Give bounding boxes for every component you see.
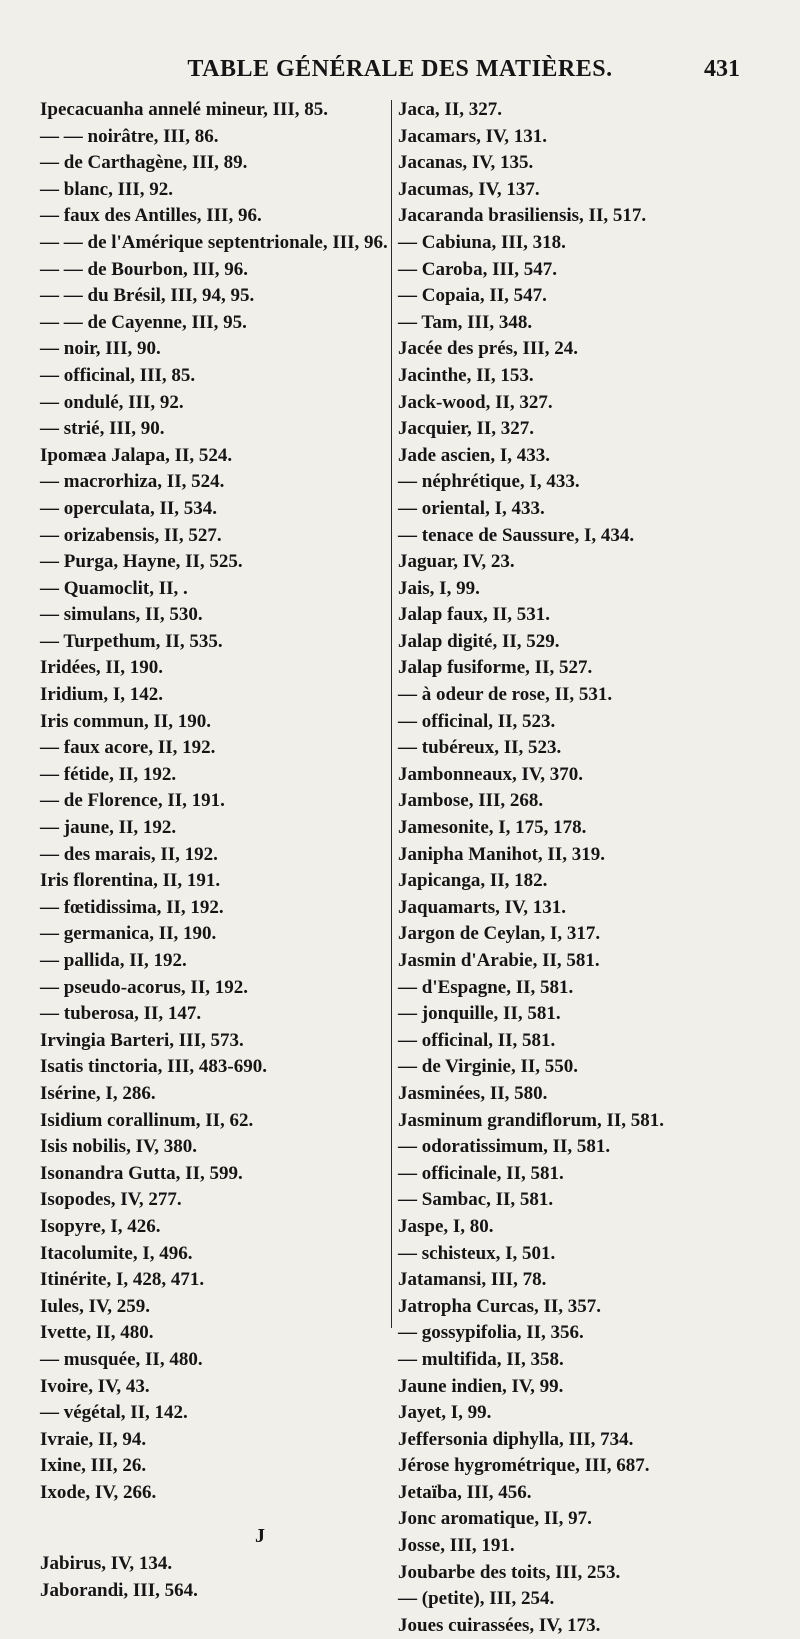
index-entry: Jeffersonia diphylla, III, 734. [398, 1428, 634, 1450]
index-entry: Jaborandi, III, 564. [40, 1580, 198, 1602]
index-entry: — Turpethum, II, 535. [40, 630, 223, 652]
index-entry: Jamesonite, I, 175, 178. [398, 817, 587, 839]
index-entry: Jais, I, 99. [398, 577, 480, 599]
index-entry: — — de Cayenne, III, 95. [40, 311, 247, 333]
index-entry: — multifida, II, 358. [398, 1348, 564, 1370]
index-entry: — gossypifolia, II, 356. [398, 1322, 584, 1344]
index-entry: — végétal, II, 142. [40, 1402, 188, 1424]
index-entry: — officinal, III, 85. [40, 364, 196, 386]
page-number: 431 [704, 56, 740, 82]
index-entry: — germanica, II, 190. [40, 923, 217, 945]
index-entry: — — de Bourbon, III, 96. [40, 258, 248, 280]
index-entry: Jasminées, II, 580. [398, 1082, 548, 1104]
index-entry: — orizabensis, II, 527. [40, 524, 222, 546]
index-entry: — — noirâtre, III, 86. [40, 125, 219, 147]
index-entry: Iridées, II, 190. [40, 657, 163, 679]
index-entry: Jasminum grandiflorum, II, 581. [398, 1109, 665, 1131]
index-entry: — de Carthagène, III, 89. [40, 152, 248, 174]
index-entry: — d'Espagne, II, 581. [398, 976, 574, 998]
index-entry: Ivoire, IV, 43. [40, 1375, 150, 1397]
index-entry: — macrorhiza, II, 524. [40, 471, 225, 493]
index-entry: — ondulé, III, 92. [40, 391, 184, 413]
index-entry: Iris florentina, II, 191. [40, 870, 221, 892]
column-divider [391, 100, 392, 1328]
index-entry: Ipomæa Jalapa, II, 524. [40, 444, 233, 466]
index-entry: Jaguar, IV, 23. [398, 551, 515, 573]
index-entry: — musquée, II, 480. [40, 1348, 203, 1370]
index-entry: Jatropha Curcas, II, 357. [398, 1295, 602, 1317]
index-entry: Jabirus, IV, 134. [40, 1553, 173, 1575]
index-entry: Jatamansi, III, 78. [398, 1269, 547, 1291]
index-entry: Jérose hygrométrique, III, 687. [398, 1455, 650, 1477]
index-entry: — des marais, II, 192. [40, 843, 218, 865]
index-entry: — (petite), III, 254. [398, 1588, 555, 1610]
index-column-right [398, 97, 738, 1639]
index-entry: Jambose, III, 268. [398, 790, 544, 812]
index-entry: — officinal, II, 581. [398, 1029, 556, 1051]
index-entry: Ivraie, II, 94. [40, 1428, 147, 1450]
index-entry: Jasmin d'Arabie, II, 581. [398, 950, 600, 971]
index-entry: Isopyre, I, 426. [40, 1215, 161, 1237]
index-entry: Isérine, I, 286. [40, 1082, 156, 1104]
index-entry: Jacamars, IV, 131. [398, 125, 548, 147]
index-entry: — — du Brésil, III, 94, 95. [40, 285, 255, 307]
index-entry: Joues cuirassées, IV, 173. [398, 1614, 601, 1636]
index-entry: Jaca, II, 327. [398, 99, 502, 120]
index-entry: — faux acore, II, 192. [40, 737, 216, 759]
index-entry: Jade ascien, I, 433. [398, 444, 550, 466]
section-letter: J [255, 1525, 265, 1548]
index-entry: Jaspe, I, 80. [398, 1215, 494, 1237]
index-entry: — simulans, II, 530. [40, 604, 203, 626]
index-entry: Ixine, III, 26. [40, 1455, 147, 1477]
index-entry: — pseudo-acorus, II, 192. [40, 976, 248, 998]
index-entry: Ivette, II, 480. [40, 1322, 154, 1344]
page-header [0, 52, 800, 86]
index-entry: Jacquier, II, 327. [398, 418, 535, 440]
index-entry: — schisteux, I, 501. [398, 1242, 556, 1264]
index-entry: — Sambac, II, 581. [398, 1189, 554, 1211]
index-entry: Jacée des prés, III, 24. [398, 338, 578, 360]
index-entry: — Purga, Hayne, II, 525. [40, 551, 243, 573]
index-entry: Iules, IV, 259. [40, 1295, 150, 1317]
index-entry: — de Florence, II, 191. [40, 790, 225, 812]
index-entry: Ixode, IV, 266. [40, 1481, 157, 1503]
index-entry: — Copaia, II, 547. [398, 285, 547, 307]
index-entry: Isopodes, IV, 277. [40, 1189, 182, 1211]
index-entry: — tubéreux, II, 523. [398, 737, 562, 759]
index-entry: Jonc aromatique, II, 97. [398, 1508, 592, 1530]
index-entry: Itinérite, I, 428, 471. [40, 1269, 205, 1291]
index-entry: Iris commun, II, 190. [40, 710, 212, 732]
index-entry: — strié, III, 90. [40, 418, 165, 440]
index-entry: — Caroba, III, 547. [398, 258, 558, 280]
index-entry: — Cabiuna, III, 318. [398, 231, 566, 253]
index-entry: Jalap digité, II, 529. [398, 630, 560, 652]
index-entry: Jacumas, IV, 137. [398, 178, 540, 200]
index-entry: Irvingia Barteri, III, 573. [40, 1029, 244, 1051]
index-entry: — fétide, II, 192. [40, 763, 177, 785]
index-entry: Jack-wood, II, 327. [398, 391, 553, 413]
index-entry: Josse, III, 191. [398, 1535, 515, 1557]
index-entry: — Quamoclit, II, . [40, 577, 188, 599]
index-entry: Joubarbe des toits, III, 253. [398, 1561, 621, 1583]
index-entry: — operculata, II, 534. [40, 497, 217, 519]
index-entry: — néphrétique, I, 433. [398, 471, 580, 493]
index-entry: — de Virginie, II, 550. [398, 1056, 578, 1078]
index-entry: — à odeur de rose, II, 531. [398, 684, 613, 706]
index-entry: — oriental, I, 433. [398, 497, 545, 519]
index-entry: Isis nobilis, IV, 380. [40, 1136, 197, 1158]
index-entry: — — de l'Amérique septentrionale, III, 96. [40, 231, 388, 253]
index-entry: Iridium, I, 142. [40, 684, 163, 706]
index-entry: — Tam, III, 348. [398, 311, 533, 333]
index-entry: Itacolumite, I, 496. [40, 1242, 193, 1264]
index-column-left [40, 97, 388, 1605]
index-entry: Ipecacuanha annelé mineur, III, 85. [40, 99, 329, 120]
index-entry: — officinal, II, 523. [398, 710, 556, 732]
index-entry: Jetaïba, III, 456. [398, 1481, 532, 1503]
index-entry: Jayet, I, 99. [398, 1402, 492, 1424]
index-entry: — fœtidissima, II, 192. [40, 896, 224, 918]
index-entry: — faux des Antilles, III, 96. [40, 205, 262, 227]
index-entry: — noir, III, 90. [40, 338, 161, 360]
index-entry: — tuberosa, II, 147. [40, 1003, 202, 1025]
index-entry: Jacaranda brasiliensis, II, 517. [398, 205, 647, 227]
index-entry: Jargon de Ceylan, I, 317. [398, 923, 601, 945]
index-entry: — jonquille, II, 581. [398, 1003, 561, 1025]
index-entry: Japicanga, II, 182. [398, 870, 548, 892]
index-entry: Janipha Manihot, II, 319. [398, 843, 605, 865]
index-entry: Jacinthe, II, 153. [398, 364, 534, 386]
index-entry: — tenace de Saussure, I, 434. [398, 524, 635, 546]
index-entry: Jaune indien, IV, 99. [398, 1375, 564, 1397]
index-entry: Jalap faux, II, 531. [398, 604, 551, 626]
index-entry: — pallida, II, 192. [40, 950, 187, 971]
index-entry: — officinale, II, 581. [398, 1162, 564, 1184]
index-entry: Isidium corallinum, II, 62. [40, 1109, 254, 1131]
index-entry: Isonandra Gutta, II, 599. [40, 1162, 243, 1184]
index-entry: — odoratissimum, II, 581. [398, 1136, 611, 1158]
index-entry: — blanc, III, 92. [40, 178, 174, 200]
index-entry: Jambonneaux, IV, 370. [398, 763, 583, 785]
page-title: TABLE GÉNÉRALE DES MATIÈRES. [187, 56, 613, 82]
index-entry: Jaquamarts, IV, 131. [398, 896, 567, 918]
index-entry: — jaune, II, 192. [40, 817, 177, 839]
index-entry: Isatis tinctoria, III, 483-690. [40, 1056, 267, 1078]
index-entry: Jacanas, IV, 135. [398, 152, 534, 174]
index-entry: Jalap fusiforme, II, 527. [398, 657, 593, 679]
